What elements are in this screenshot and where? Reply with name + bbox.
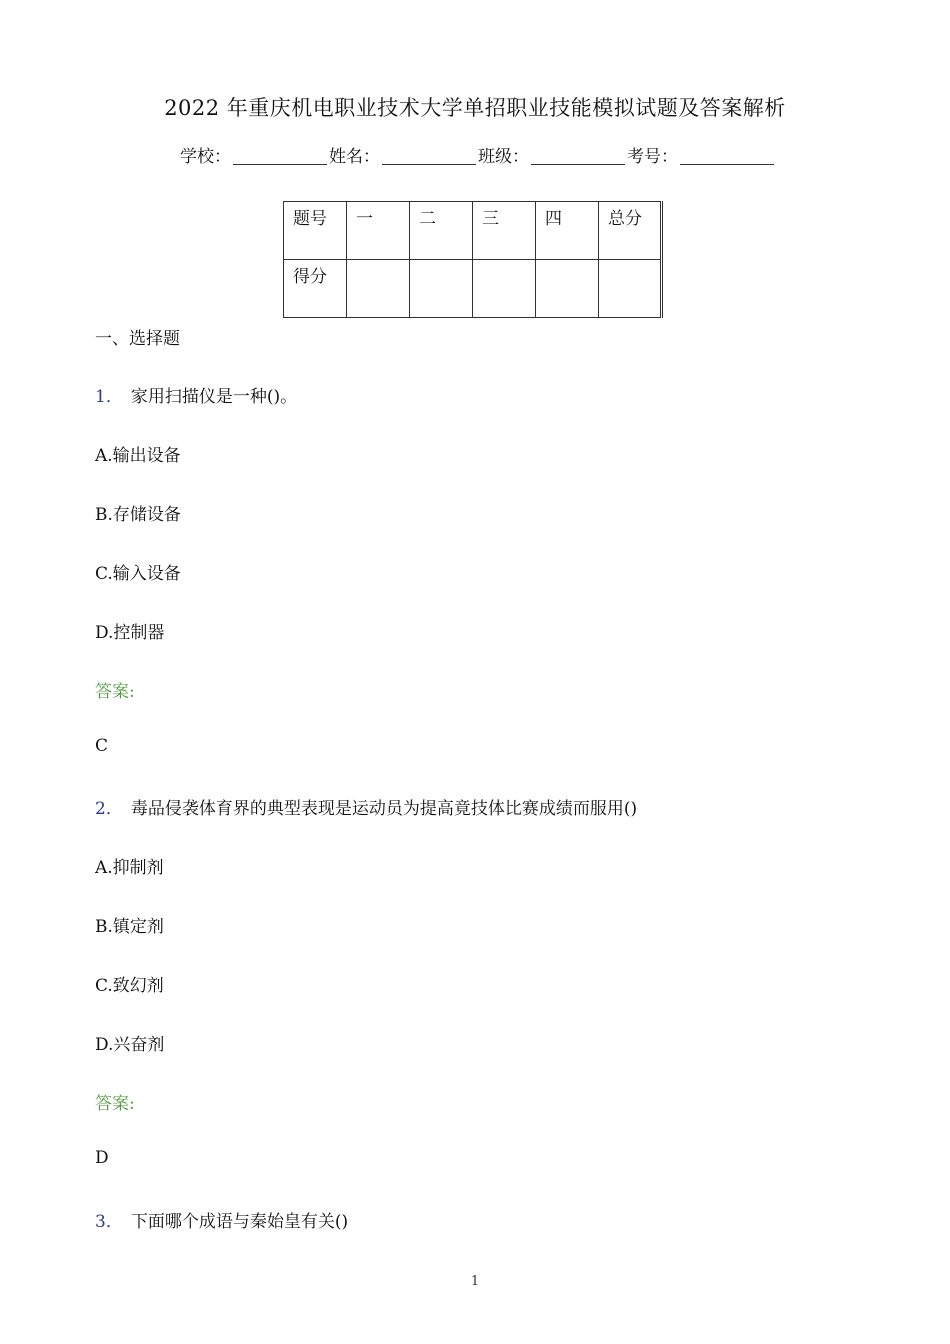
question-2-answer-label: 答案: — [95, 1094, 135, 1114]
question-2-option-d: D.兴奋剂 — [95, 1035, 165, 1055]
question-text: 下面哪个成语与秦始皇有关() — [130, 1212, 349, 1232]
score-header-cell: 一 — [347, 202, 410, 260]
question-1 — [95, 382, 297, 407]
question-text: 毒品侵袭体育界的典型表现是运动员为提高竟技体比赛成绩而服用() — [130, 799, 638, 819]
question-1-answer-label: 答案: — [95, 682, 135, 702]
name-blank — [382, 146, 476, 165]
question-2-answer: D — [95, 1148, 109, 1168]
school-blank — [233, 146, 327, 165]
document-title: 2022 年重庆机电职业技术大学单招职业技能模拟试题及答案解析 — [164, 96, 786, 120]
question-number: 1． — [95, 387, 123, 407]
score-header-cell: 三 — [473, 202, 536, 260]
student-info-row — [180, 142, 776, 167]
question-2-option-b: B.镇定剂 — [95, 917, 164, 937]
question-3 — [95, 1207, 348, 1232]
class-blank — [531, 146, 625, 165]
score-header-cell: 二 — [410, 202, 473, 260]
question-number: 3． — [95, 1212, 123, 1232]
score-table-header-row — [284, 202, 662, 260]
school-label: 学校： — [180, 147, 231, 167]
score-row-label: 得分 — [284, 260, 347, 318]
question-2-option-a: A.抑制剂 — [95, 858, 164, 878]
score-header-cell: 总分 — [599, 202, 662, 260]
page-number: 1 — [470, 1274, 480, 1289]
question-1-option-d: D.控制器 — [95, 623, 165, 643]
score-table — [283, 201, 663, 318]
score-cell — [536, 260, 599, 318]
score-cell — [347, 260, 410, 318]
question-2 — [95, 794, 637, 819]
score-cell — [410, 260, 473, 318]
question-1-option-c: C.输入设备 — [95, 564, 181, 584]
score-header-cell: 题号 — [284, 202, 347, 260]
name-label: 姓名： — [329, 147, 380, 167]
exam-number-blank — [680, 146, 774, 165]
question-1-answer: C — [95, 736, 109, 756]
exam-number-label: 考号： — [627, 147, 678, 167]
score-header-cell: 四 — [536, 202, 599, 260]
section-title: 一、选择题 — [95, 329, 180, 349]
score-table-score-row — [284, 260, 662, 318]
score-cell — [473, 260, 536, 318]
question-number: 2． — [95, 799, 123, 819]
class-label: 班级： — [478, 147, 529, 167]
score-cell — [599, 260, 662, 318]
question-2-option-c: C.致幻剂 — [95, 976, 164, 996]
question-text: 家用扫描仪是一种()。 — [130, 387, 298, 407]
question-1-option-a: A.输出设备 — [95, 446, 181, 466]
question-1-option-b: B.存储设备 — [95, 505, 181, 525]
